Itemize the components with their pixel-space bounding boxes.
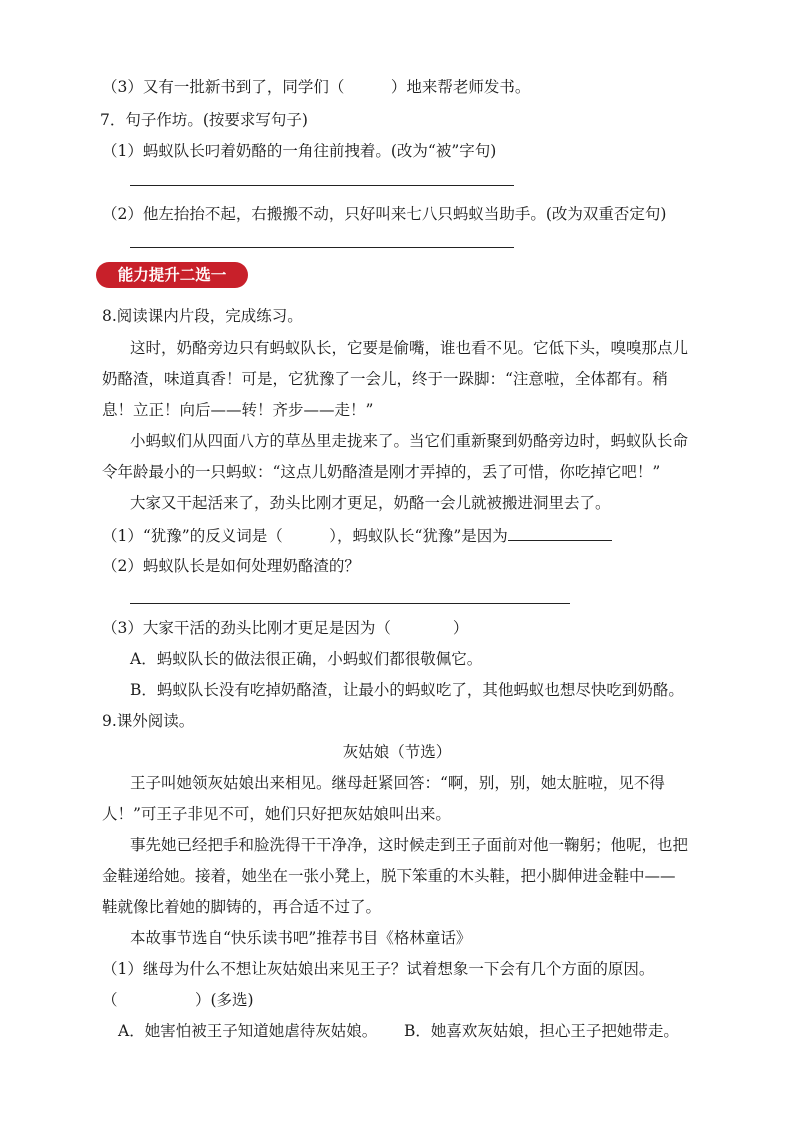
story-title: 灰姑娘（节选） <box>342 743 452 761</box>
question-7-title: 7．句子作坊。(按要求写句子) <box>100 111 308 129</box>
option-9-1-b: B．她喜欢灰姑娘，担心王子把她带走。 <box>404 1022 679 1040</box>
passage-9-line: 人！”可王子非见不可，她们只好把灰姑娘叫出来。 <box>102 805 451 823</box>
section-badge: 能力提升二选一 <box>96 262 248 288</box>
passage-9-source: 本故事节选自“快乐读书吧”推荐书目《格林童话》 <box>130 929 472 947</box>
question-8-2: （2）蚂蚁队长是如何处理奶酪渣的？ <box>102 557 360 575</box>
question-9-title: 9.课外阅读。 <box>102 712 195 730</box>
question-7-2: （2）他左抬抬不起，右搬搬不动，只好叫来七八只蚂蚁当助手。(改为双重否定句) <box>102 205 667 223</box>
passage-8-line: 令年龄最小的一只蚂蚁：“这点儿奶酪渣是刚才弄掉的，丢了可惜，你吃掉它吧！” <box>102 463 661 481</box>
passage-9-line: 事先她已经把手和脸洗得干干净净，这时候走到王子面前对他一鞠躬；他呢，也把 <box>130 836 689 854</box>
answer-blank-8-1 <box>508 524 612 541</box>
question-9-1: （1）继母为什么不想让灰姑娘出来见王子？试着想象一下会有几个方面的原因。 <box>102 960 655 978</box>
answer-line-8-2 <box>130 603 570 604</box>
option-8-3-a: A．蚂蚁队长的做法很正确，小蚂蚁们都很敬佩它。 <box>130 650 483 668</box>
passage-9-line: 金鞋递给她。接着，她坐在一张小凳上，脱下笨重的木头鞋，把小脚伸进金鞋中—— <box>102 867 676 885</box>
question-8-1-text: （1）“犹豫”的反义词是（ ），蚂蚁队长“犹豫”是因为 <box>102 527 508 545</box>
question-8-title: 8.阅读课内片段，完成练习。 <box>102 307 303 325</box>
answer-line-7-1 <box>130 185 514 186</box>
passage-9-line: 王子叫她领灰姑娘出来相见。继母赶紧回答：“啊，别，别，她太脏啦，见不得 <box>130 774 665 792</box>
question-8-1 <box>102 524 612 546</box>
passage-8-line: 小蚂蚁们从四面八方的草丛里走拢来了。当它们重新聚到奶酪旁边时，蚂蚁队长命 <box>130 432 689 450</box>
question-9-1-blank: （ ）(多选) <box>102 991 254 1009</box>
question-8-3: （3）大家干活的劲头比刚才更足是因为（ ） <box>102 619 469 637</box>
passage-8-line: 奶酪渣，味道真香！可是，它犹豫了一会儿，终于一跺脚：“注意啦，全体都有。稍 <box>102 370 668 388</box>
passage-9-line: 鞋就像比着她的脚铸的，再合适不过了。 <box>102 898 382 916</box>
option-8-3-b: B．蚂蚁队长没有吃掉奶酪渣，让最小的蚂蚁吃了，其他蚂蚁也想尽快吃到奶酪。 <box>130 681 684 699</box>
question-6-3: （3）又有一批新书到了，同学们（ ）地来帮老师发书。 <box>102 78 531 96</box>
passage-8-line: 大家又干起活来了，劲头比刚才更足，奶酪一会儿就被搬进洞里去了。 <box>130 494 611 512</box>
passage-8-line: 这时，奶酪旁边只有蚂蚁队长，它要是偷嘴，谁也看不见。它低下头，嗅嗅那点儿 <box>130 339 689 357</box>
option-9-1-a: A．她害怕被王子知道她虐待灰姑娘。 <box>118 1022 378 1040</box>
passage-8-line: 息！立正！向后——转！齐步——走！” <box>102 401 374 419</box>
answer-line-7-2 <box>130 247 514 248</box>
question-7-1: （1）蚂蚁队长叼着奶酪的一角往前拽着。(改为“被”字句) <box>102 142 497 160</box>
